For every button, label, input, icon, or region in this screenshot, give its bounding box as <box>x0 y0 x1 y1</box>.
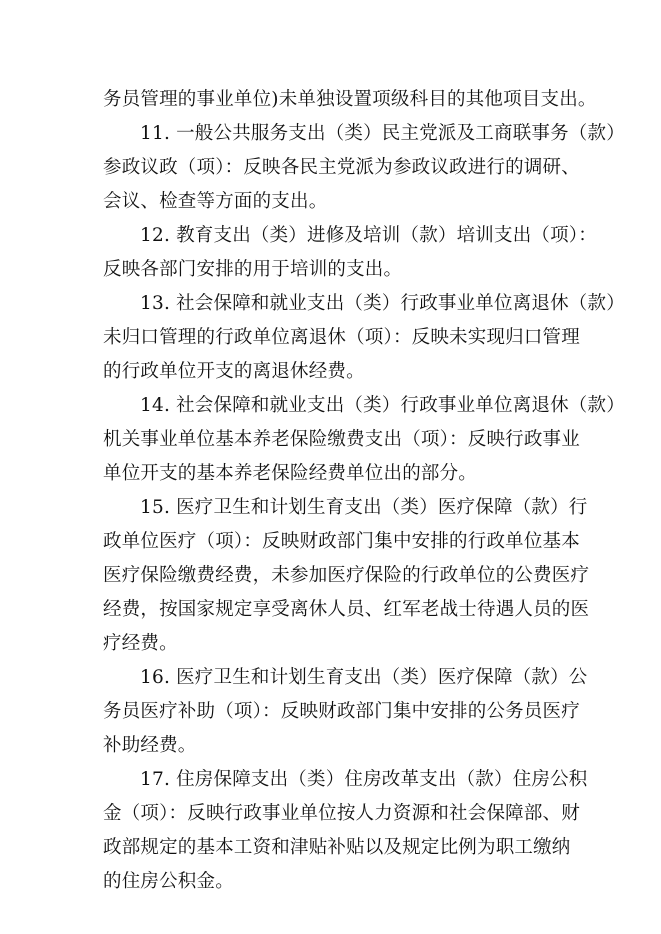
text-line: 17. 住房保障支出（类）住房改革支出（款）住房公积 <box>140 769 588 790</box>
text-line: 11. 一般公共服务支出（类）民主党派及工商联事务（款） <box>140 123 625 144</box>
text-line: 务员管理的事业单位)未单独设置项级科目的其他项目支出。 <box>103 89 597 110</box>
text-line: 的住房公积金。 <box>103 871 234 892</box>
text-line: 反映各部门安排的用于培训的支出。 <box>103 259 403 280</box>
text-line: 13. 社会保障和就业支出（类）行政事业单位离退休（款） <box>140 293 625 314</box>
text-line: 务员医疗补助（项）：反映财政部门集中安排的公务员医疗 <box>103 701 580 722</box>
text-line: 未归口管理的行政单位离退休（项）：反映未实现归口管理 <box>103 327 580 348</box>
text-line: 机关事业单位基本养老保险缴费支出（项）：反映行政事业 <box>103 429 580 450</box>
text-line: 政部规定的基本工资和津贴补贴以及规定比例为职工缴纳 <box>103 837 571 858</box>
text-line: 疗经费。 <box>103 633 178 654</box>
text-line: 补助经费。 <box>103 735 197 756</box>
text-line: 政单位医疗（项）：反映财政部门集中安排的行政单位基本 <box>103 531 580 552</box>
text-line: 经费，按国家规定享受离休人员、红军老战士待遇人员的医 <box>103 599 590 620</box>
text-line: 金（项）：反映行政事业单位按人力资源和社会保障部、财 <box>103 803 580 824</box>
text-line: 单位开支的基本养老保险经费单位出的部分。 <box>103 463 478 484</box>
text-line: 14. 社会保障和就业支出（类）行政事业单位离退休（款） <box>140 395 625 416</box>
text-line: 12. 教育支出（类）进修及培训（款）培训支出（项）： <box>140 225 597 246</box>
text-line: 的行政单位开支的离退休经费。 <box>103 361 365 382</box>
text-line: 16. 医疗卫生和计划生育支出（类）医疗保障（款）公 <box>140 667 588 688</box>
text-line: 医疗保险缴费经费，未参加医疗保险的行政单位的公费医疗 <box>103 565 590 586</box>
text-line: 会议、检查等方面的支出。 <box>103 191 328 212</box>
text-line: 15. 医疗卫生和计划生育支出（类）医疗保障（款）行 <box>140 497 588 518</box>
text-line: 参政议政（项）：反映各民主党派为参政议政进行的调研、 <box>103 157 580 178</box>
